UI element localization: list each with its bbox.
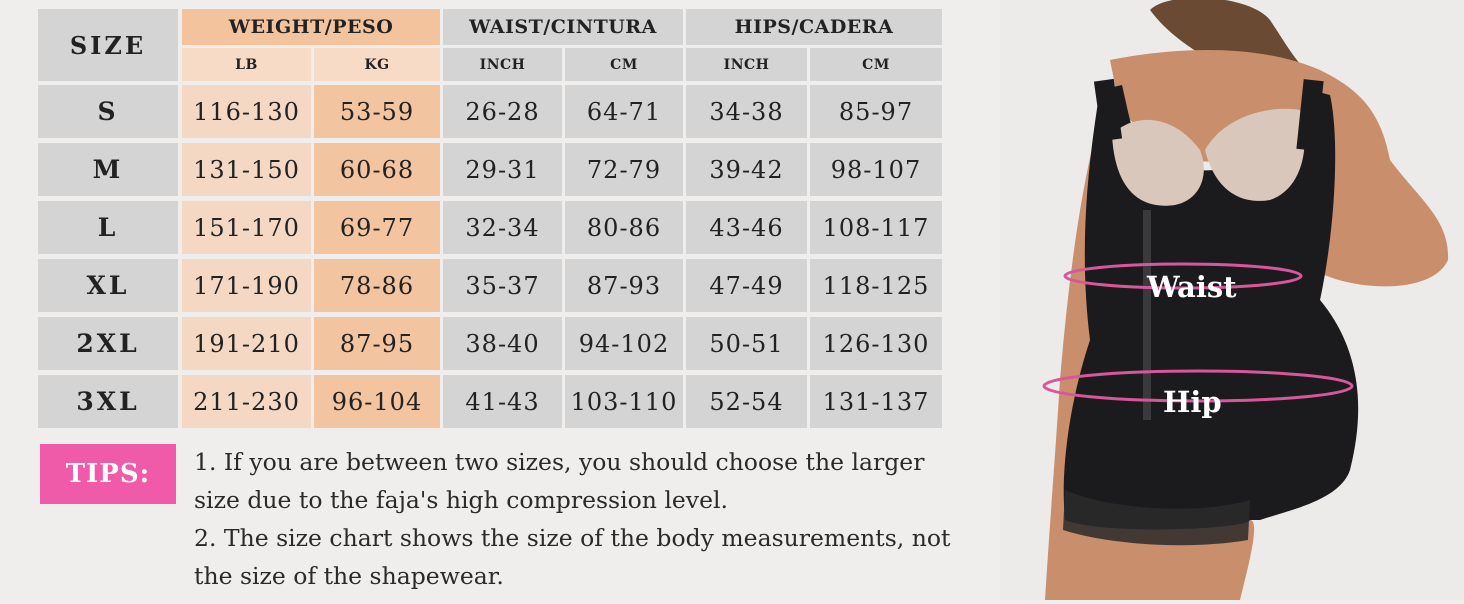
table-cell: 32-34 xyxy=(443,201,562,254)
waist-header: WAIST/CINTURA xyxy=(443,9,683,45)
table-cell: 38-40 xyxy=(443,317,562,370)
weight-header: WEIGHT/PESO xyxy=(182,9,440,45)
product-photo xyxy=(1000,0,1464,600)
table-cell: 78-86 xyxy=(314,259,440,312)
unit-header-hips-cm: CM xyxy=(810,48,942,81)
table-cell: 131-137 xyxy=(810,375,942,428)
size-label: 2XL xyxy=(38,317,178,370)
table-cell: 108-117 xyxy=(810,201,942,254)
waist-label: Waist xyxy=(1147,270,1237,304)
size-label: S xyxy=(38,85,178,138)
table-cell: 43-46 xyxy=(686,201,807,254)
size-label: M xyxy=(38,143,178,196)
tip-line-1: 1. If you are between two sizes, you should choose the larger size due to the faja's high compression level. xyxy=(194,448,925,514)
hips-header: HIPS/CADERA xyxy=(686,9,942,45)
size-label: XL xyxy=(38,259,178,312)
tips-badge: TIPS: xyxy=(40,444,176,504)
table-cell: 72-79 xyxy=(565,143,683,196)
hip-label: Hip xyxy=(1163,385,1222,419)
table-cell: 47-49 xyxy=(686,259,807,312)
table-cell: 60-68 xyxy=(314,143,440,196)
table-cell: 103-110 xyxy=(565,375,683,428)
table-cell: 35-37 xyxy=(443,259,562,312)
table-cell: 131-150 xyxy=(182,143,311,196)
size-label: 3XL xyxy=(38,375,178,428)
table-cell: 85-97 xyxy=(810,85,942,138)
table-cell: 26-28 xyxy=(443,85,562,138)
table-cell: 64-71 xyxy=(565,85,683,138)
table-cell: 94-102 xyxy=(565,317,683,370)
table-cell: 171-190 xyxy=(182,259,311,312)
table-cell: 87-93 xyxy=(565,259,683,312)
table-cell: 80-86 xyxy=(565,201,683,254)
table-cell: 98-107 xyxy=(810,143,942,196)
tip-line-2: 2. The size chart shows the size of the body measurements, not the size of the shapewear. xyxy=(194,524,951,590)
unit-header-lb: LB xyxy=(182,48,311,81)
table-cell: 116-130 xyxy=(182,85,311,138)
size-column-header: SIZE xyxy=(38,9,178,81)
table-cell: 151-170 xyxy=(182,201,311,254)
table-cell: 41-43 xyxy=(443,375,562,428)
table-cell: 29-31 xyxy=(443,143,562,196)
tips-text xyxy=(194,443,974,595)
unit-header-waist-cm: CM xyxy=(565,48,683,81)
table-cell: 87-95 xyxy=(314,317,440,370)
table-cell: 96-104 xyxy=(314,375,440,428)
table-cell: 191-210 xyxy=(182,317,311,370)
table-cell: 50-51 xyxy=(686,317,807,370)
table-cell: 118-125 xyxy=(810,259,942,312)
table-cell: 52-54 xyxy=(686,375,807,428)
unit-header-kg: KG xyxy=(314,48,440,81)
unit-header-hips-inch: INCH xyxy=(686,48,807,81)
table-cell: 126-130 xyxy=(810,317,942,370)
table-cell: 211-230 xyxy=(182,375,311,428)
size-label: L xyxy=(38,201,178,254)
table-cell: 69-77 xyxy=(314,201,440,254)
unit-header-waist-inch: INCH xyxy=(443,48,562,81)
table-cell: 34-38 xyxy=(686,85,807,138)
table-cell: 53-59 xyxy=(314,85,440,138)
table-cell: 39-42 xyxy=(686,143,807,196)
hook-column xyxy=(1143,210,1151,420)
